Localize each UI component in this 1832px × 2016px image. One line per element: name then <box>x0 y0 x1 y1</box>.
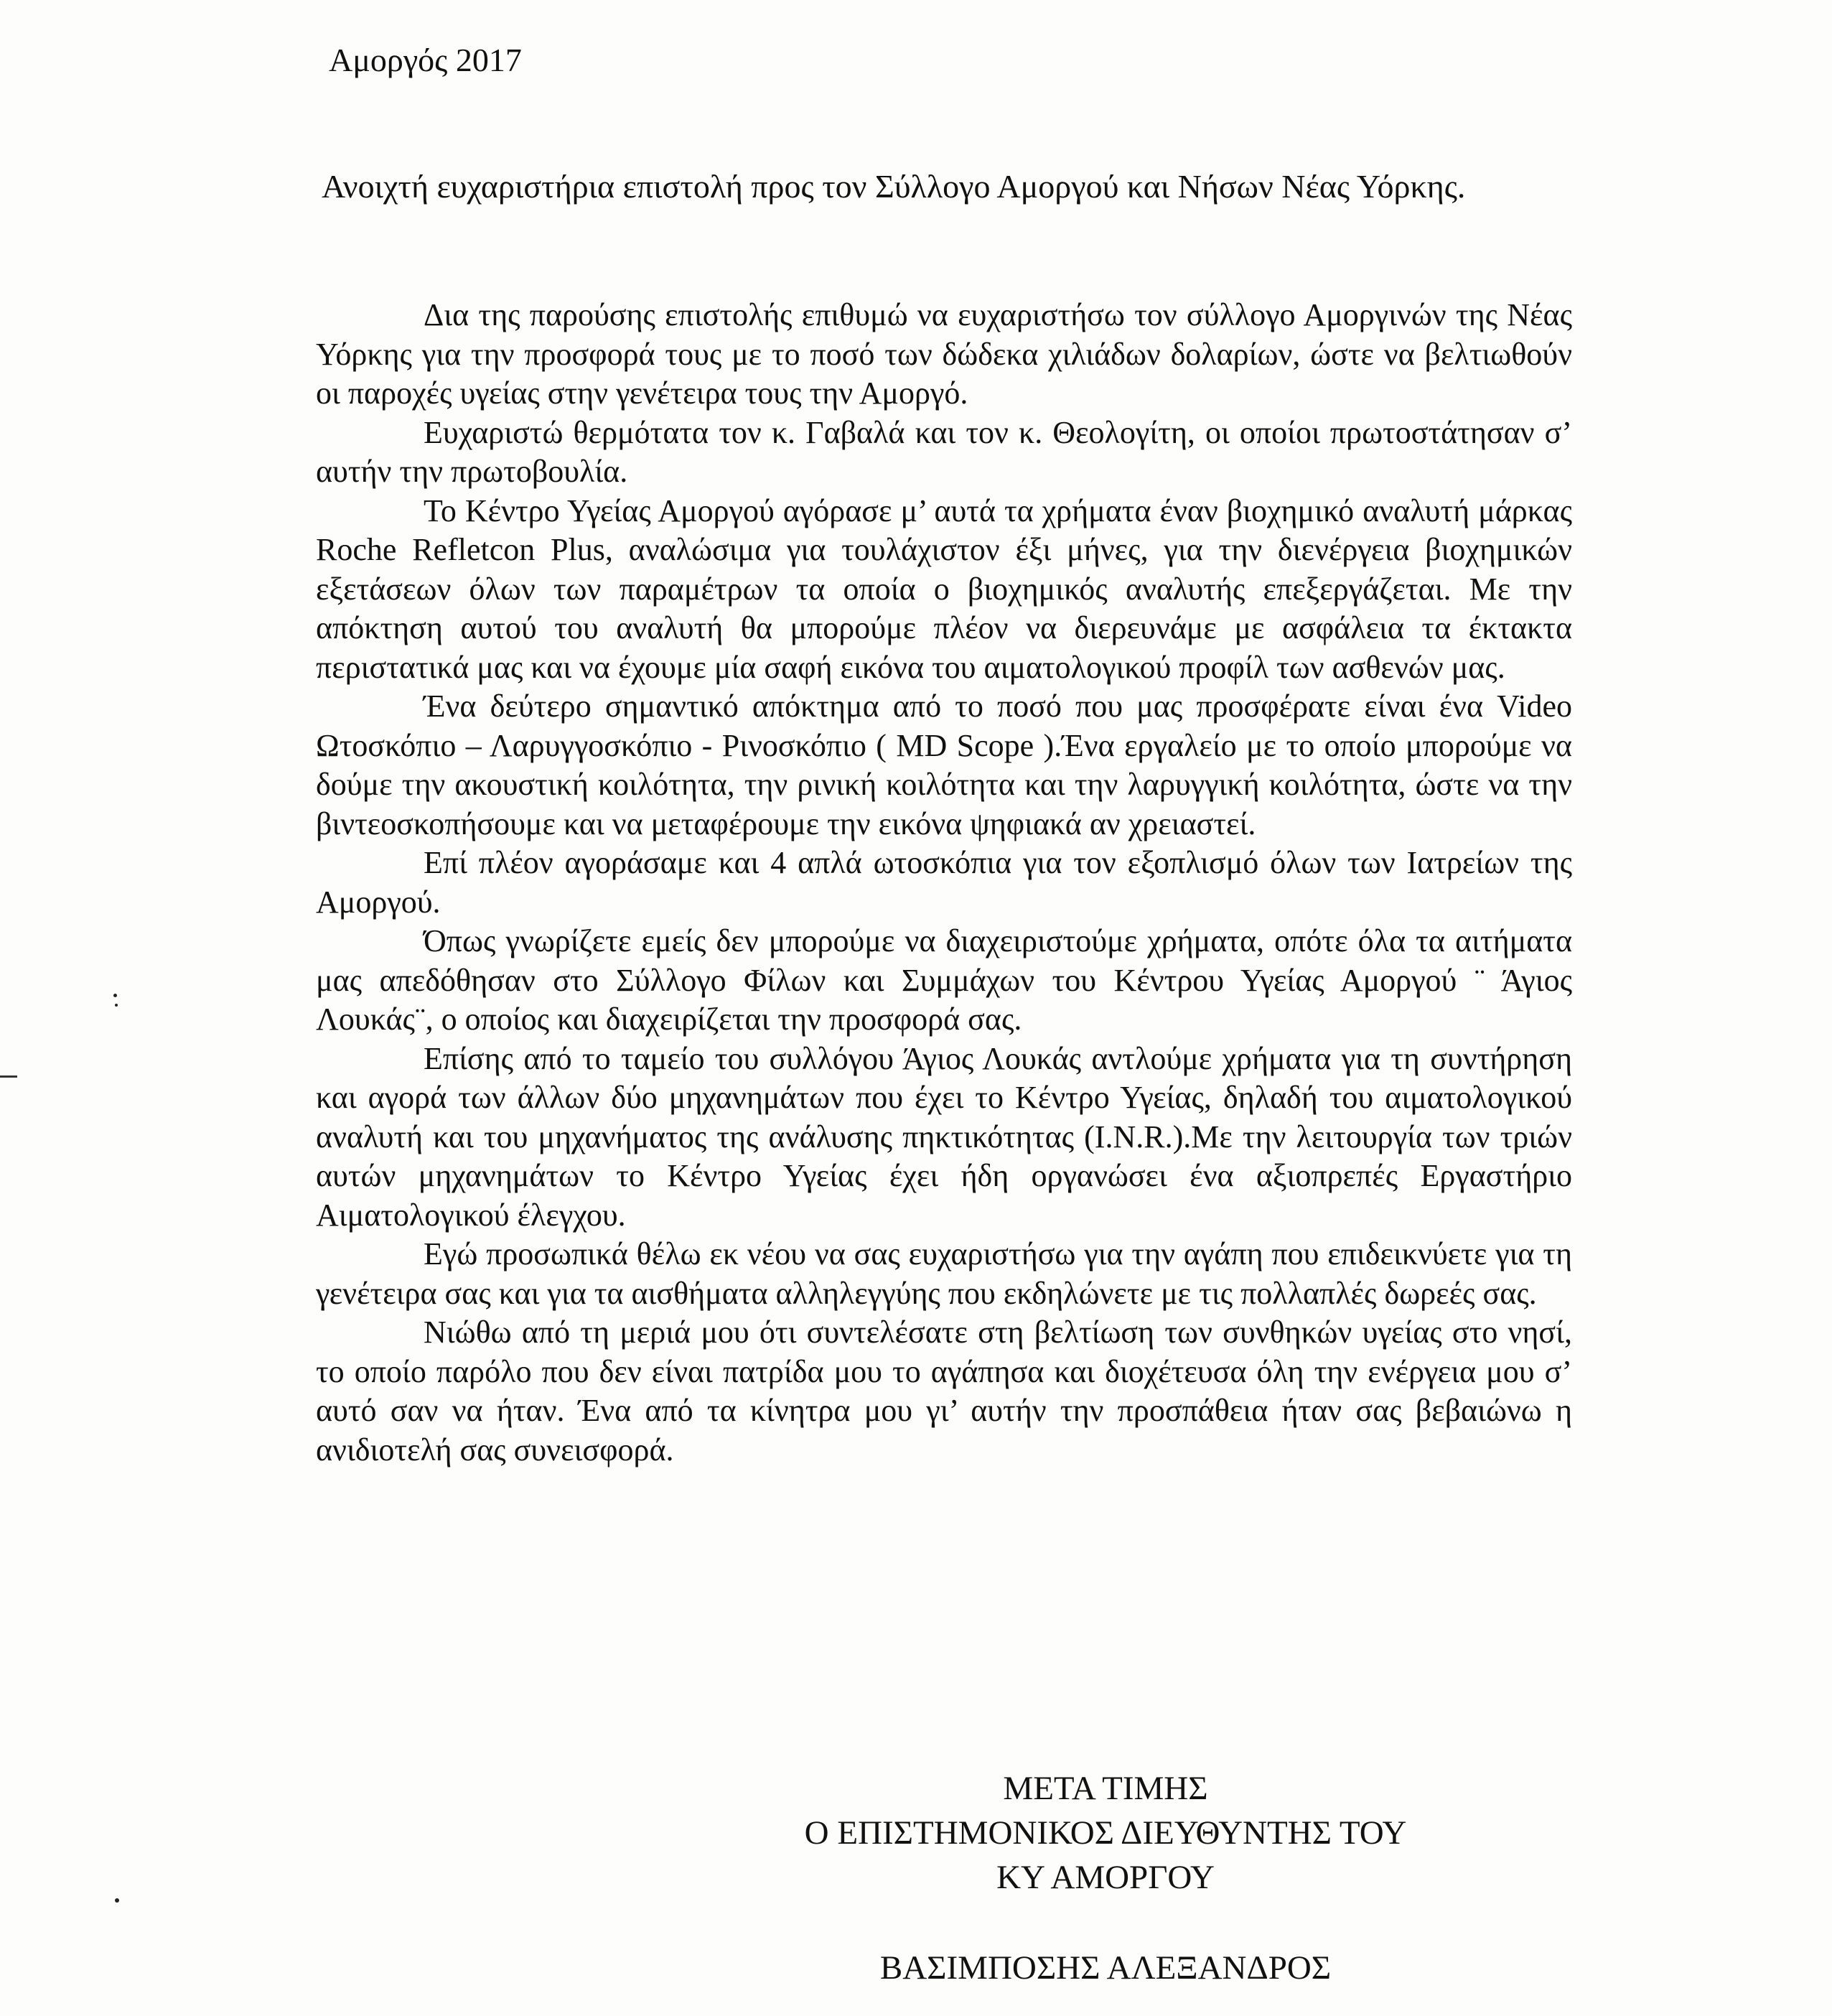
signer-title-line-1: Ο ΕΠΙΣΤΗΜΟΝΙΚΟΣ ΔΙΕΥΘΥΝΤΗΣ ΤΟΥ <box>804 1814 1407 1852</box>
body-paragraph-3: Το Κέντρο Υγείας Αμοργού αγόρασε μ’ αυτά τα χρήματα έναν βιοχημικό αναλυτή μάρκας Roche Refletcon Plus, αναλώσιμα για τουλάχιστον έξι μήνες, για την διενέργεια βιοχημικών εξετάσεων όλων των παραμέτρων τα οποία ο βιοχημικός αναλυτής επεξεργάζεται. Με την απόκτηση αυτού του αναλυτή θα μπορούμε πλέον να διερευνάμε με ασφάλεια τα έκτακτα περιστατικά μας και να έχουμε μία σαφή εικόνα του αιματολογικού προφίλ των ασθενών μας. <box>316 493 1572 685</box>
body-paragraph-5: Επί πλέον αγοράσαμε και 4 απλά ωτοσκόπια για τον εξοπλισμό όλων των Ιατρείων της Αμοργού. <box>316 845 1572 920</box>
letter-body <box>316 296 1572 1470</box>
signer-name: ΒΑΣΙΜΠΟΣΗΣ ΑΛΕΞΑΝΔΡΟΣ <box>879 1949 1332 1987</box>
signature-block <box>747 1766 1464 1990</box>
body-paragraph-1: Δια της παρούσης επιστολής επιθυμώ να ευχαριστήσω τον σύλλογο Αμοργινών της Νέας Υόρκης για την προσφορά τους με το ποσό των δώδεκα χιλιάδων δολαρίων, ώστε να βελτιωθούν οι παροχές υγείας στην γενέτειρα τους την Αμοργό. <box>316 297 1572 411</box>
scan-speck <box>115 1898 119 1903</box>
closing-line: ΜΕΤΑ ΤΙΜΗΣ <box>1003 1770 1208 1807</box>
body-paragraph-2: Ευχαριστώ θερμότατα τον κ. Γαβαλά και τον κ. Θεολογίτη, οι οποίοι πρωτοστάτησαν σ’ αυτήν την πρωτοβουλία. <box>316 414 1572 489</box>
body-paragraph-4: Ένα δεύτερο σημαντικό απόκτημα από το ποσό που μας προσφέρατε είναι ένα Video Ωτοσκόπιο – Λαρυγγοσκόπιο - Ρινοσκόπιο ( MD Scope ).Ένα εργαλείο με το οποίο μπορούμε να δούμε την ακουστική κοιλότητα, την ρινική κοιλότητα και την λαρυγγική κοιλότητα, ώστε να την βιντεοσκοπήσουμε και να μεταφέρουμε την εικόνα ψηφιακά αν χρειαστεί. <box>316 689 1572 841</box>
scan-edge-mark <box>0 1075 17 1078</box>
scan-speck <box>113 994 117 997</box>
body-paragraph-9: Νιώθω από τη μεριά μου ότι συντελέσατε στη βελτίωση των συνθηκών υγείας στο νησί, το οποίο παρόλο που δεν είναι πατρίδα μου το αγάπησα και διοχέτευσα όλη την ενέργεια μου σ’ αυτό σαν να ήταν. Ένα από τα κίνητρα μου γι’ αυτήν την προσπάθεια ήταν σας βεβαιώνω η ανιδιοτελή σας συνεισφορά. <box>316 1315 1572 1467</box>
place-date: Αμοργός 2017 <box>329 42 522 78</box>
signer-title-line-2: ΚΥ ΑΜΟΡΓΟΥ <box>996 1859 1215 1896</box>
body-paragraph-7: Επίσης από το ταμείο του συλλόγου Άγιος Λουκάς αντλούμε χρήματα για τη συντήρηση και αγορά των άλλων δύο μηχανημάτων που έχει το Κέντρο Υγείας, δηλαδή του αιματολογικού αναλυτή και του μηχανήματος της ανάλυσης πηκτικότητας (I.N.R.).Με την λειτουργία των τριών αυτών μηχανημάτων το Κέντρο Υγείας έχει ήδη οργανώσει ένα αξιοπρεπές Εργαστήριο Αιματολογικού έλεγχου. <box>316 1040 1572 1233</box>
body-paragraph-8: Εγώ προσωπικά θέλω εκ νέου να σας ευχαριστήσω για την αγάπη που επιδεικνύετε για τη γενέτειρα σας και για τα αισθήματα αλληλεγγύης που εκδηλώνετε με τις πολλαπλές δωρεές σας. <box>316 1236 1572 1311</box>
letter-subject: Ανοιχτή ευχαριστήρια επιστολή προς τον Σύλλογο Αμοργού και Νήσων Νέας Υόρκης. <box>322 168 1466 205</box>
scan-speck <box>115 1004 118 1007</box>
body-paragraph-6: Όπως γνωρίζετε εμείς δεν μπορούμε να διαχειριστούμε χρήματα, οπότε όλα τα αιτήματα μας απεδόθησαν στο Σύλλογο Φίλων και Συμμάχων του Κέντρου Υγείας Αμοργού ¨ Άγιος Λουκάς¨, ο οποίος και διαχειρίζεται την προσφορά σας. <box>316 923 1572 1037</box>
